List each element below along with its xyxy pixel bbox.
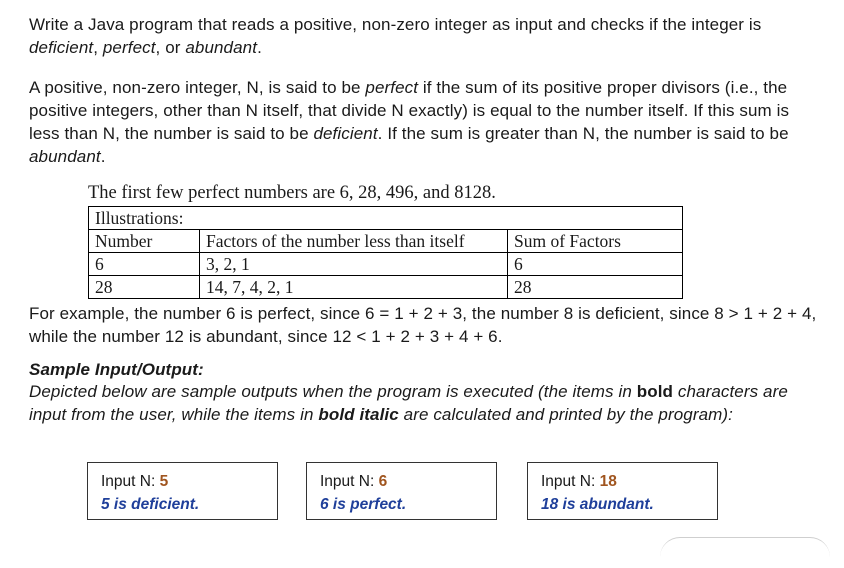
cell-sum: 6 [508,253,683,276]
intro-text: Write a Java program that reads a positive, non-zero integer as input and checks if the integer is [29,15,762,34]
cell-factors: 3, 2, 1 [200,253,508,276]
example-paragraph: For example, the number 6 is perfect, since 6 = 1 + 2 + 3, the number 8 is deficient, since 8 > 1 + 2 + 4, while the number 12 is abundant, since 12 < 1 + 2 + 3 + 4 + 6. [29,304,817,346]
input-value: 6 [378,473,388,490]
input-value: 18 [599,473,617,490]
definition-term-deficient: deficient [313,124,378,143]
sample-input-line [320,473,387,491]
sample-input-line [541,473,617,491]
definition-text-2: if the sum of its positive proper divisors (i.e., the positive integers, other than N itself, that divide N exactly) is equal to the number itself. If this sum is less than N, the number is said to be [29,78,790,143]
term-abundant: abundant [185,38,258,57]
sample-output-box [306,462,497,520]
cell-number: 6 [89,253,200,276]
input-value: 5 [159,473,169,490]
cell-number: 28 [89,276,200,299]
sample-desc-2: characters are input from the user, while the items in [29,382,788,424]
table-row [89,276,683,299]
cell-sum: 28 [508,276,683,299]
sample-output-box [527,462,718,520]
sample-input-line [101,473,168,491]
intro-paragraph [29,13,819,59]
term-deficient: deficient [29,38,94,57]
header-factors: Factors of the number less than itself [200,230,508,253]
sample-output-line: 18 is abundant. [541,496,654,513]
definition-text-1: A positive, non-zero integer, N, is said to be [29,78,366,97]
definition-text-3: . If the sum is greater than N, the number is said to be [377,124,789,143]
definition-term-abundant: abundant [29,147,101,166]
sample-desc-3: are calculated and printed by the program): [398,405,734,424]
sample-output-line: 6 is perfect. [320,496,407,513]
sample-bold-italic-word: bold italic [318,405,399,424]
definition-period: . [100,147,106,166]
input-prompt: Input N: [320,473,379,490]
intro-comma: , [93,38,103,57]
sample-output-line: 5 is deficient. [101,496,200,513]
input-prompt: Input N: [101,473,160,490]
intro-or: , or [155,38,186,57]
definition-paragraph [29,76,819,168]
decorative-arc [660,537,830,568]
table-row [89,253,683,276]
sample-desc-1: Depicted below are sample outputs when the program is executed (the items in [29,382,637,401]
sample-description [29,380,819,426]
intro-period: . [257,38,262,57]
illustrations-table [88,206,683,299]
table-header-row [89,230,683,253]
table-title-row [89,207,683,230]
sample-bold-word: bold [636,382,674,401]
input-prompt: Input N: [541,473,600,490]
definition-term-perfect: perfect [365,78,419,97]
table-title: Illustrations: [89,207,683,230]
header-sum: Sum of Factors [508,230,683,253]
sample-heading: Sample Input/Output: [29,360,204,379]
sample-output-box [87,462,278,520]
cell-factors: 14, 7, 4, 2, 1 [200,276,508,299]
header-number: Number [89,230,200,253]
perfect-numbers-note: The first few perfect numbers are 6, 28, 496, and 8128. [88,183,496,203]
term-perfect: perfect [102,38,156,57]
